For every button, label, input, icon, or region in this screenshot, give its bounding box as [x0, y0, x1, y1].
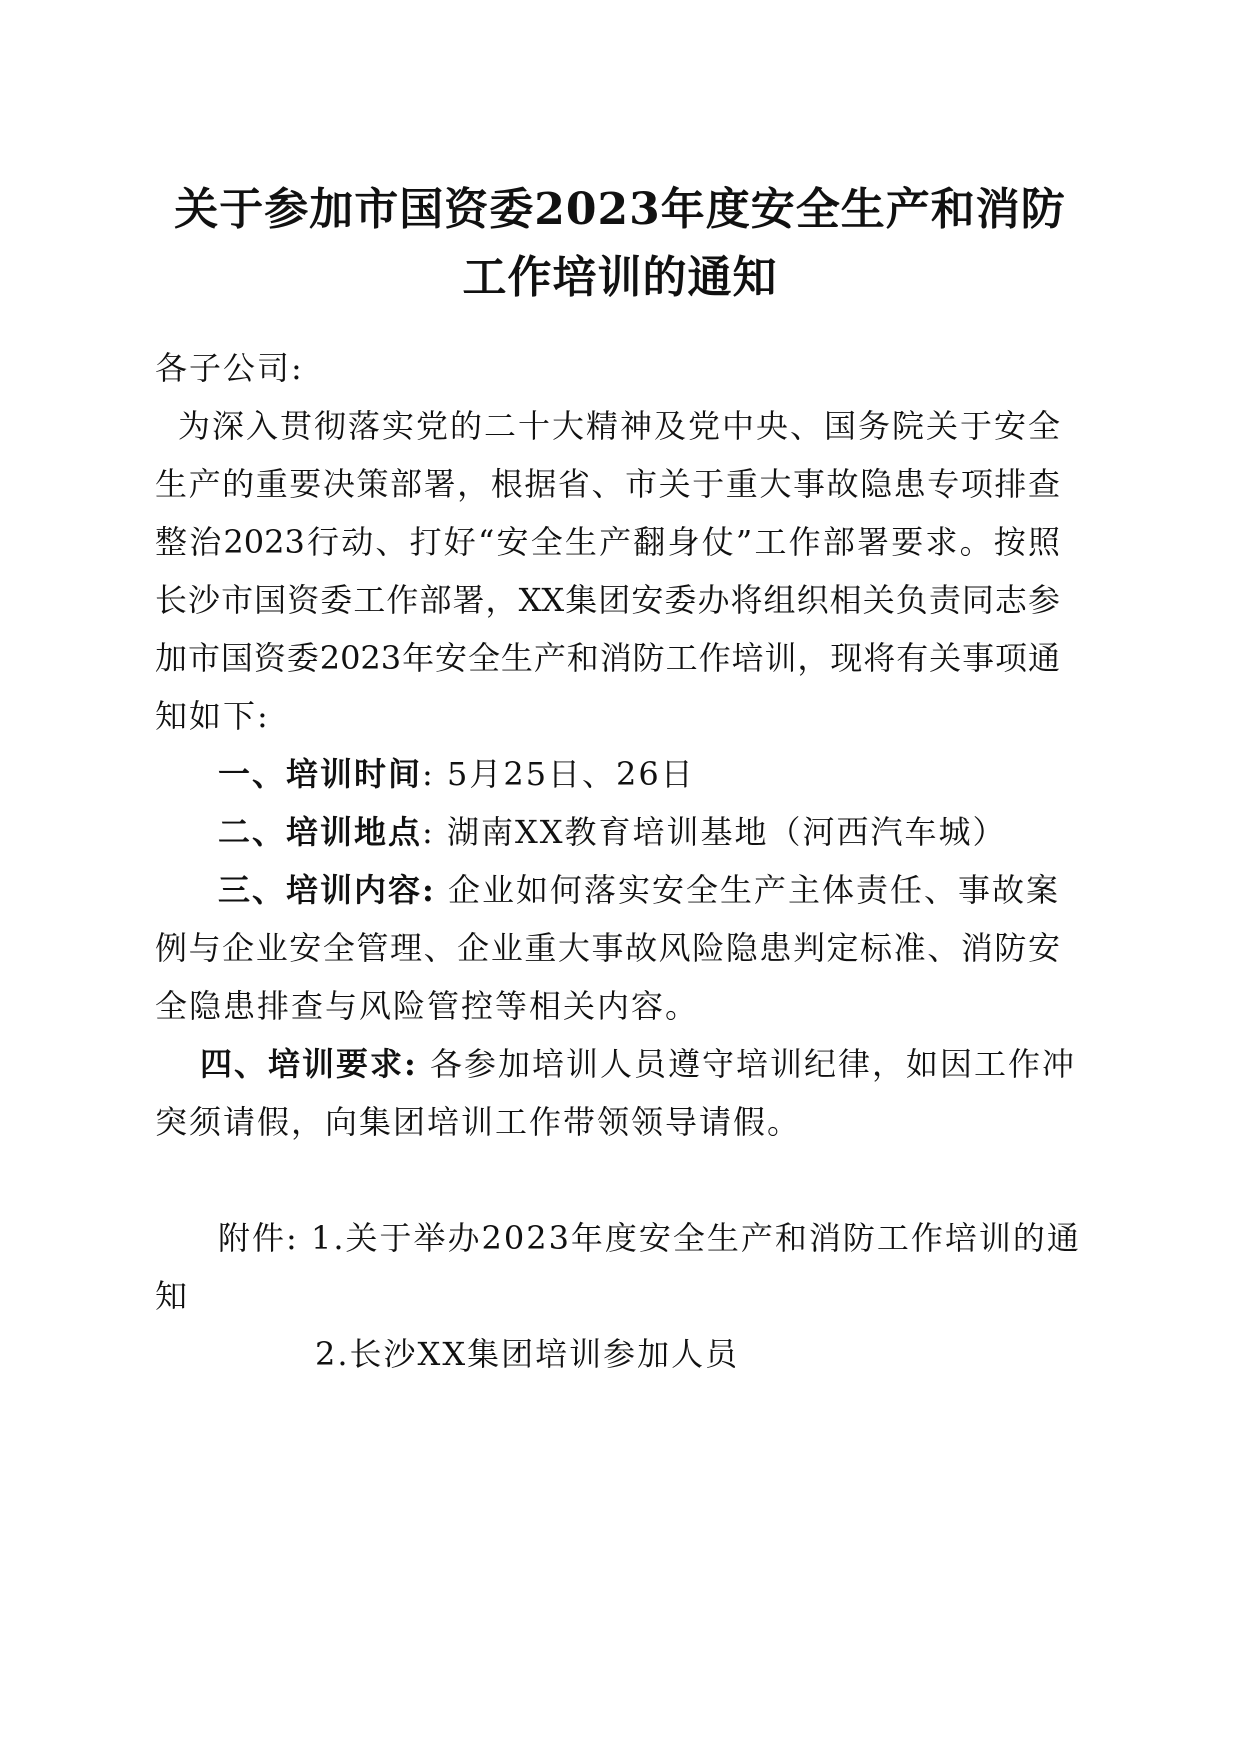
intro-line-3: 整治2023行动、打好“安全生产翻身仗”工作部署要求。按照: [155, 523, 1060, 561]
intro-line-6: 知如下:: [155, 697, 270, 735]
intro-line-1: 为深入贯彻落实党的二十大精神及党中央、国务院关于安全: [178, 407, 1060, 445]
item-training-time-label: 一、培训时间: [218, 755, 423, 793]
item-training-requirement-value: 各参加培训人员遵守培训纪律，如因工作冲: [430, 1045, 1077, 1083]
attachment-line-2: 2.长沙XX集团培训参加人员: [315, 1335, 740, 1373]
attachment-line-1: 附件: 1.关于举办2023年度安全生产和消防工作培训的通: [218, 1219, 1081, 1257]
item-training-content-line-2: 例与企业安全管理、企业重大事故风险隐患判定标准、消防安: [155, 929, 1060, 967]
salutation: 各子公司:: [155, 349, 304, 387]
item-training-place: [218, 813, 1007, 851]
item-training-content-value: 企业如何落实安全生产主体责任、事故案: [448, 871, 1061, 909]
item-training-place-sep: :: [422, 813, 435, 851]
item-training-place-value: 湖南XX教育培训基地（河西汽车城）: [446, 813, 1007, 851]
item-training-requirement: [200, 1045, 1077, 1083]
item-training-content-line-3: 全隐患排查与风险管控等相关内容。: [155, 987, 700, 1025]
item-training-place-label: 二、培训地点: [218, 813, 423, 851]
item-training-content: [218, 871, 1061, 909]
document-title-line-1: 关于参加市国资委2023年度安全生产和消防: [174, 184, 1066, 235]
item-training-time: [218, 755, 695, 793]
item-training-time-sep: :: [422, 755, 435, 793]
intro-line-5: 加市国资委2023年安全生产和消防工作培训，现将有关事项通: [155, 639, 1060, 677]
item-training-time-value: 5月25日、26日: [446, 755, 695, 793]
item-training-content-label: 三、培训内容:: [218, 871, 436, 909]
intro-line-2: 生产的重要决策部署，根据省、市关于重大事故隐患专项排查: [155, 465, 1060, 503]
document-title-line-2: 工作培训的通知: [462, 252, 778, 303]
attachment-line-1-cont: 知: [155, 1277, 190, 1315]
intro-line-4: 长沙市国资委工作部署，XX集团安委办将组织相关负责同志参: [155, 581, 1060, 619]
item-training-requirement-label: 四、培训要求:: [200, 1045, 418, 1083]
item-training-requirement-line-2: 突须请假，向集团培训工作带领领导请假。: [155, 1103, 802, 1141]
